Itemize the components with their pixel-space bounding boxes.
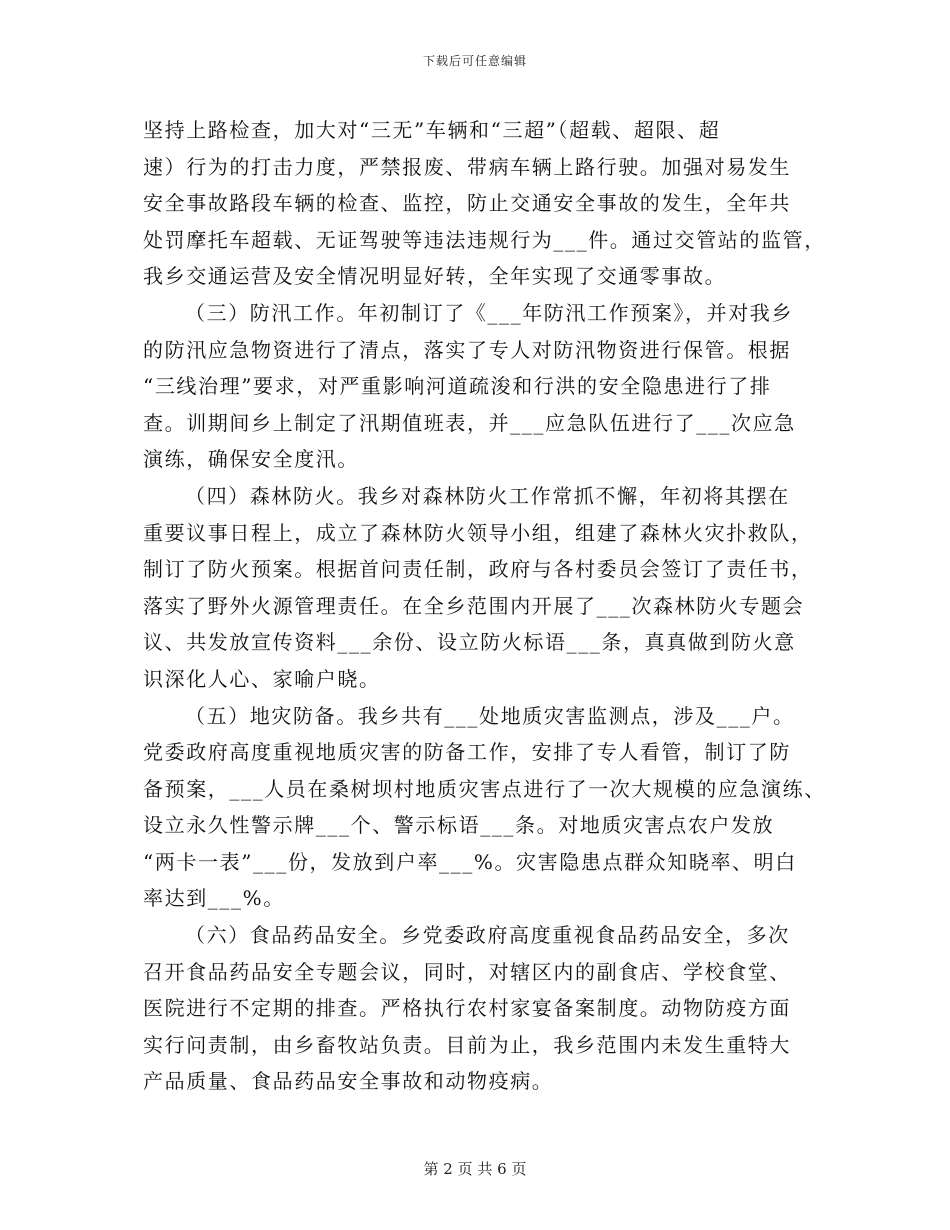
page-footer: 第 2 页 共 6 页 — [423, 1160, 527, 1178]
document-body — [143, 112, 826, 1100]
body-line: 演练，确保安全度汛。 — [143, 447, 359, 472]
body-line: 医院进行不定期的排查。严格执行农村家宴备案制度。动物防疫方面 — [143, 996, 791, 1021]
body-line: 处罚摩托车超载、无证驾驶等违法违规行为___件。通过交管站的监管， — [143, 227, 826, 252]
body-line: 我乡交通运营及安全情况明显好转，全年实现了交通零事故。 — [143, 264, 727, 289]
body-line: 备预案，___人员在桑树坝村地质灾害点进行了一次大规模的应急演练、 — [143, 776, 826, 801]
body-line: 安全事故路段车辆的检查、监控，防止交通安全事故的发生，全年共 — [143, 191, 791, 216]
body-line: 设立永久性警示牌___个、警示标语___条。对地质灾害点农户发放 — [143, 813, 775, 838]
body-line: 制订了防火预案。根据首问责任制，政府与各村委员会签订了责任书， — [143, 557, 813, 582]
body-line: 落实了野外火源管理责任。在全乡范围内开展了___次森林防火专题会 — [143, 593, 805, 618]
section-heading-line: （四）森林防火。我乡对森林防火工作常抓不懈，年初将其摆在 — [185, 483, 790, 508]
section-heading-line: （五）地灾防备。我乡共有___处地质灾害监测点，涉及___户。 — [185, 703, 795, 728]
section-heading-line: （三）防汛工作。年初制订了《___年防汛工作预案》，并对我乡 — [185, 300, 793, 325]
body-line: 率达到___%。 — [143, 886, 285, 911]
body-line: 重要议事日程上，成立了森林防火领导小组，组建了森林火灾扑救队， — [143, 520, 813, 545]
body-line: 党委政府高度重视地质灾害的防备工作，安排了专人看管，制订了防 — [143, 740, 791, 765]
body-line: 坚持上路检查，加大对“三无”车辆和“三超”（超载、超限、超 — [143, 118, 721, 142]
section-heading-line: （六）食品药品安全。乡党委政府高度重视食品药品安全，多次 — [185, 923, 790, 948]
body-line: 产品质量、食品药品安全事故和动物疫病。 — [143, 1069, 554, 1094]
body-line: 查。训期间乡上制定了汛期值班表，并___应急队伍进行了___次应急 — [143, 410, 796, 435]
body-line: “两卡一表”___份，发放到户率___%。灾害隐患点群众知晓率、明白 — [143, 849, 797, 874]
body-line: 速）行为的打击力度，严禁报废、带病车辆上路行驶。加强对易发生 — [143, 154, 791, 179]
body-line: 实行问责制，由乡畜牧站负责。目前为止，我乡范围内未发生重特大 — [143, 1032, 791, 1057]
body-line: 的防汛应急物资进行了清点，落实了专人对防汛物资进行保管。根据 — [143, 337, 791, 362]
page-header: 下载后可任意编辑 — [422, 54, 527, 68]
body-line: 召开食品药品安全专题会议，同时，对辖区内的副食店、学校食堂、 — [143, 959, 791, 984]
body-line: 识深化人心、家喻户晓。 — [143, 666, 381, 691]
body-line: 议、共发放宣传资料___余份、设立防火标语___条，真真做到防火意 — [143, 630, 796, 655]
body-line: “三线治理”要求，对严重影响河道疏浚和行洪的安全隐患进行了排 — [143, 374, 772, 399]
